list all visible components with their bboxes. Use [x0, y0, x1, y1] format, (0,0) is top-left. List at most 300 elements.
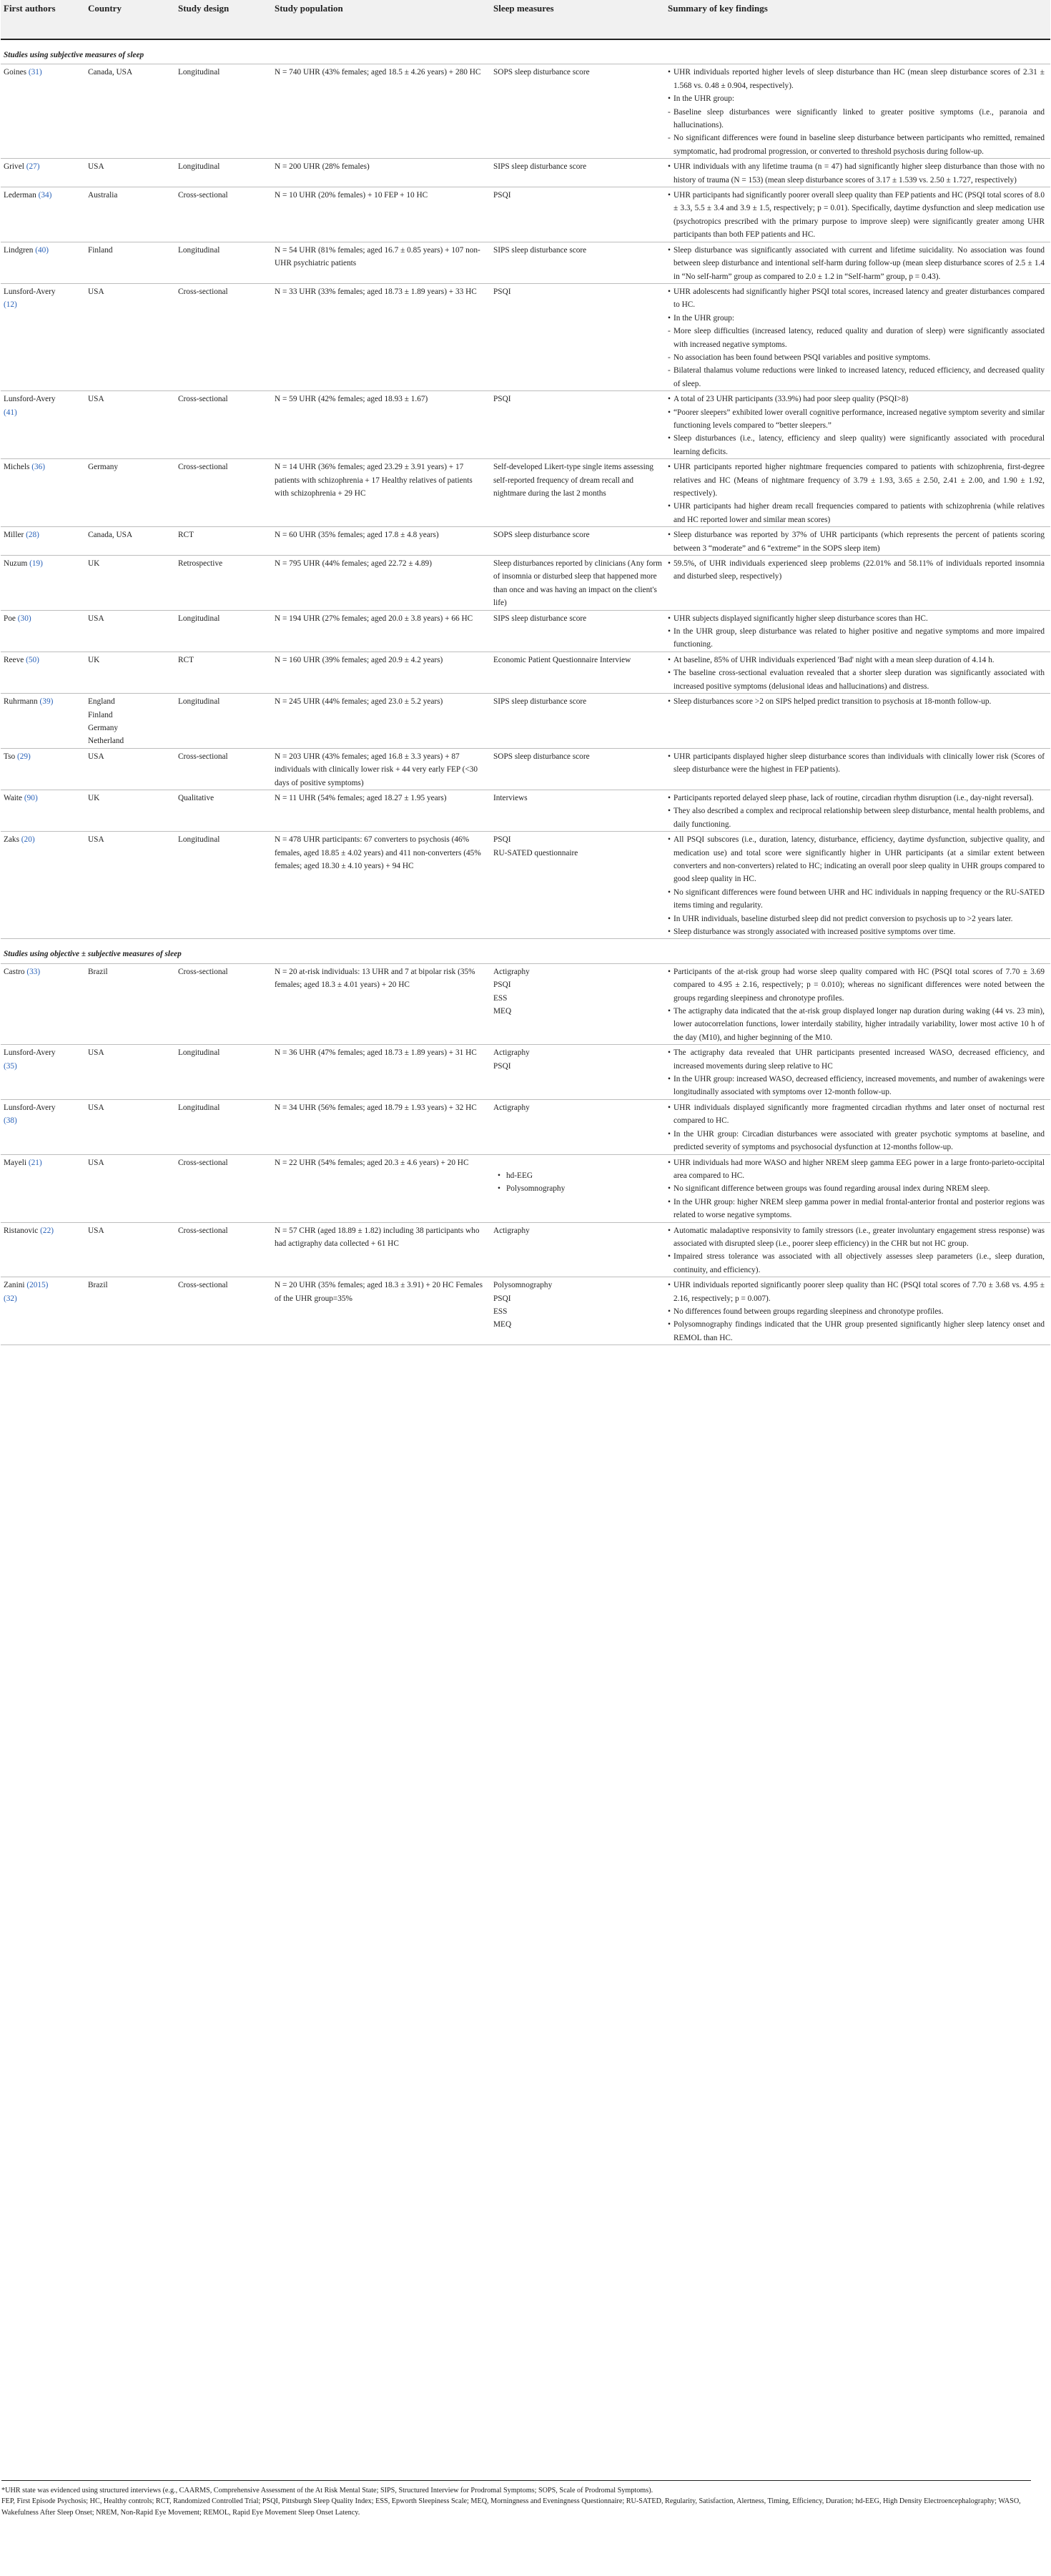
first-author-line: [4, 612, 82, 625]
country-cell: [85, 283, 175, 390]
reference-link[interactable]: (27): [26, 162, 40, 172]
key-findings-cell: [665, 610, 1050, 652]
country-cell: [85, 963, 175, 1044]
first-author-cell: [1, 694, 85, 749]
finding-bullet: • Sleep disturbances (i.e., latency, efficiency and sleep quality) were significantly associated with procedural learning deficits.: [668, 432, 1045, 458]
table-row: [1, 556, 1050, 611]
sleep-measures-cell: [490, 527, 665, 556]
table-footnotes: [1, 2480, 1031, 2518]
key-findings-cell: [665, 1099, 1050, 1154]
first-author-line: [4, 1114, 82, 1127]
sleep-measure: MEQ: [493, 1007, 512, 1016]
first-author-line: [4, 557, 82, 570]
first-author-cell: [1, 64, 85, 159]
section-title: Studies using subjective measures of sleep: [1, 39, 1050, 64]
author-name: Tso: [4, 752, 17, 761]
study-design-cell: Cross-sectional: [175, 963, 272, 1044]
table-row: [1, 64, 1050, 159]
study-population-cell: N = 194 UHR (27% females; aged 20.0 ± 3.8 years) + 66 HC: [272, 610, 490, 652]
key-findings-cell: [665, 159, 1050, 187]
country-line: Canada, USA: [88, 531, 133, 540]
first-author-cell: [1, 1045, 85, 1100]
study-population-cell: N = 200 UHR (28% females): [272, 159, 490, 187]
first-author-line: [4, 965, 82, 978]
finding-subitem: - No significant differences were found in baseline sleep disturbance between participants who remitted, remained symptomatic, had prodromal progression, or converted to threshold psychosis during follow-up.: [668, 132, 1045, 158]
key-findings-cell: [665, 1154, 1050, 1222]
reference-link[interactable]: (90): [24, 793, 38, 802]
key-findings-cell: [665, 1222, 1050, 1277]
finding-bullet: • In UHR individuals, baseline disturbed sleep did not predict conversion to psychosis up to >2 years later.: [668, 913, 1045, 925]
sleep-measures-cell: [490, 790, 665, 831]
table-row: [1, 283, 1050, 390]
first-author-line: [4, 833, 82, 846]
study-design-cell: Cross-sectional: [175, 459, 272, 527]
country-line: Finland: [88, 710, 113, 719]
study-design-cell: Cross-sectional: [175, 187, 272, 242]
finding-bullet: • All PSQI subscores (i.e., duration, latency, disturbance, efficiency, daytime dysfunction, subjective quality, and medication use) and total score were significantly higher in UHR participants (at a similar extent between converters and non-converters) related to HC; indicating an overall poor sleep quality in UHR groups compared to good sleep quality in HC.: [668, 833, 1045, 886]
finding-bullet: • Automatic maladaptive responsivity to family stressors (i.e., greater involuntary engagement stress response) was associated with disrupted sleep (i.e., poorer sleep efficiency) in the CHR but not HC group.: [668, 1224, 1045, 1251]
sleep-measure-bullet: • Polysomnography: [493, 1182, 662, 1195]
reference-link[interactable]: (33): [26, 967, 41, 976]
country-line: Germany: [88, 463, 119, 472]
country-cell: [85, 556, 175, 611]
finding-bullet: • UHR individuals reported higher levels of sleep disturbance than HC (mean sleep disturbance scores of 2.31 ± 1.568 vs. 0.48 ± 0.904, respectively).: [668, 66, 1045, 92]
header-summary-findings: Summary of key findings: [665, 0, 1050, 39]
reference-link[interactable]: (20): [21, 835, 35, 845]
sleep-measure: Actigraphy: [493, 1048, 530, 1058]
table-row: [1, 1277, 1050, 1345]
table-body: [1, 39, 1050, 1345]
country-cell: [85, 832, 175, 939]
key-findings-cell: [665, 527, 1050, 556]
finding-bullet: • They also described a complex and reciprocal relationship between sleep disturbance, mental health problems, and daily functioning.: [668, 805, 1045, 831]
reference-link[interactable]: (38): [4, 1116, 17, 1126]
first-author-cell: [1, 159, 85, 187]
first-author-line: [4, 695, 82, 708]
key-findings-cell: [665, 832, 1050, 939]
author-name: Ristanovic: [4, 1226, 41, 1235]
table-row: [1, 832, 1050, 939]
sleep-measure: PSQI: [493, 980, 511, 990]
study-design-cell: Longitudinal: [175, 832, 272, 939]
table-row: [1, 1222, 1050, 1277]
country-line: Finland: [88, 245, 113, 255]
first-author-cell: [1, 187, 85, 242]
country-line: USA: [88, 1048, 104, 1058]
country-line: UK: [88, 655, 100, 664]
finding-bullet: • UHR individuals displayed significantly more fragmented circadian rhythms and later onset of nocturnal rest compared to HC.: [668, 1101, 1045, 1128]
key-findings-cell: [665, 459, 1050, 527]
finding-bullet: • Sleep disturbance was significantly associated with current and lifetime suicidality. No association was found between sleep disturbance and intentional self-harm during follow-up (mean sleep disturbance scores of 2.5 ± 1.4 in “No self-harm” group as compared to 2.0 ± 1.2 in “Self-harm” group, p = 0.43).: [668, 244, 1045, 283]
sleep-measure: PSQI: [493, 287, 511, 296]
first-author-line: [4, 160, 82, 173]
study-population-cell: N = 14 UHR (36% females; aged 23.29 ± 3.91 years) + 17 patients with schizophrenia + 17 Healthy relatives of patients with schizophrenia + 29 HC: [272, 459, 490, 527]
reference-link[interactable]: (30): [17, 614, 31, 623]
section-row: [1, 939, 1050, 963]
study-population-cell: N = 478 UHR participants: 67 converters to psychosis (46% females, aged 18.85 ± 4.02 years) and 411 non-converters (45% females; aged 18.30 ± 4.10 years) + 94 HC: [272, 832, 490, 939]
country-cell: [85, 1154, 175, 1222]
country-cell: [85, 64, 175, 159]
finding-bullet: • No significant difference between groups was found regarding arousal index during NREM sleep.: [668, 1182, 1045, 1195]
finding-bullet: • UHR subjects displayed significantly higher sleep disturbance scores than HC.: [668, 612, 1045, 625]
sleep-measure: PSQI: [493, 395, 511, 404]
finding-bullet: • The baseline cross-sectional evaluation revealed that a shorter sleep duration was significantly associated with increased positive symptoms (delusional ideas and hallucinations) and distress.: [668, 667, 1045, 693]
first-author-cell: [1, 283, 85, 390]
sleep-measures-cell: [490, 610, 665, 652]
reference-link[interactable]: (50): [26, 655, 39, 664]
study-population-cell: N = 22 UHR (54% females; aged 20.3 ± 4.6 years) + 20 HC: [272, 1154, 490, 1222]
finding-bullet: • Sleep disturbance was reported by 37% of UHR participants (which represents the percent of patients scoring between 3 “moderate” and 6 “extreme” in the SOPS sleep item): [668, 529, 1045, 555]
study-design-cell: Longitudinal: [175, 159, 272, 187]
study-design-cell: Cross-sectional: [175, 283, 272, 390]
study-population-cell: N = 20 UHR (35% females; aged 18.3 ± 3.91) + 20 HC Females of the UHR group=35%: [272, 1277, 490, 1345]
country-line: England: [88, 697, 115, 707]
reference-link[interactable]: (34): [38, 191, 52, 200]
country-cell: [85, 459, 175, 527]
sleep-measures-cell: [490, 159, 665, 187]
country-cell: [85, 790, 175, 831]
table-row: [1, 1099, 1050, 1154]
first-author-cell: [1, 963, 85, 1044]
country-line: Canada, USA: [88, 68, 133, 77]
finding-bullet: • No significant differences were found between UHR and HC individuals in napping frequency or the RU-SATED items timing and regularity.: [668, 886, 1045, 913]
sleep-measure: RU-SATED questionnaire: [493, 848, 578, 857]
author-name: Lederman: [4, 191, 39, 200]
first-author-cell: [1, 556, 85, 611]
first-author-cell: [1, 1154, 85, 1222]
author-name: Nuzum: [4, 559, 30, 569]
reference-link[interactable]: (12): [4, 300, 17, 310]
finding-bullet: • No differences found between groups regarding sleepiness and chronotype profiles.: [668, 1305, 1045, 1318]
country-cell: [85, 187, 175, 242]
study-population-cell: N = 245 UHR (44% females; aged 23.0 ± 5.2 years): [272, 694, 490, 749]
reference-link[interactable]: (21): [28, 1158, 42, 1167]
country-cell: [85, 748, 175, 790]
sleep-measure: Polysomnography: [493, 1281, 553, 1290]
sleep-measure: ESS: [493, 993, 508, 1003]
sleep-measure: Actigraphy: [493, 967, 530, 976]
first-author-line: [4, 461, 82, 473]
finding-bullet: • In the UHR group: increased WASO, decreased efficiency, increased movements, and number of awakenings were longitudinally associated with symptoms over 12-month follow-up.: [668, 1073, 1045, 1099]
sleep-measure: PSQI: [493, 835, 511, 845]
country-cell: [85, 242, 175, 283]
author-name: Grivel: [4, 162, 26, 172]
finding-bullet: • Sleep disturbances score >2 on SIPS helped predict transition to psychosis at 18-month follow-up.: [668, 695, 1045, 708]
author-name: Michels: [4, 463, 32, 472]
author-name: Goines: [4, 68, 29, 77]
study-design-cell: Longitudinal: [175, 1045, 272, 1100]
table-row: [1, 1045, 1050, 1100]
sleep-measures-cell: [490, 1222, 665, 1277]
country-cell: [85, 694, 175, 749]
reference-link[interactable]: (28): [26, 531, 39, 540]
country-cell: [85, 159, 175, 187]
finding-bullet: • A total of 23 UHR participants (33.9%) had poor sleep quality (PSQI>8): [668, 393, 1045, 405]
first-author-line: [4, 1292, 82, 1305]
sleep-measures-cell: [490, 556, 665, 611]
study-population-cell: N = 11 UHR (54% females; aged 18.27 ± 1.95 years): [272, 790, 490, 831]
finding-bullet: • In the UHR group:: [668, 92, 1045, 105]
finding-subitem: - No association has been found between PSQI variables and positive symptoms.: [668, 351, 1045, 364]
author-name: Castro: [4, 967, 27, 976]
sleep-measure: PSQI: [493, 1061, 511, 1071]
table-row: [1, 1154, 1050, 1222]
first-author-line: Lunsford-Avery: [4, 1103, 56, 1112]
sleep-measure: SIPS sleep disturbance score: [493, 162, 587, 172]
finding-bullet: • The actigraphy data indicated that the at-risk group displayed longer nap duration during waking (44 vs. 23 min), lower autocorrelation functions, lower interdaily stability, higher intradaily variability, lower most active 10 h of the day (M10), and higher beginning of the M10.: [668, 1005, 1045, 1044]
table-row: [1, 527, 1050, 556]
study-population-cell: N = 57 CHR (aged 18.89 ± 1.82) including 38 participants who had actigraphy data collected + 61 HC: [272, 1222, 490, 1277]
sleep-measure: SIPS sleep disturbance score: [493, 614, 587, 623]
first-author-line: Lunsford-Avery: [4, 1048, 56, 1058]
first-author-line: [4, 1156, 82, 1169]
footnote-uhr: *UHR state was evidenced using structured interviews (e.g., CAARMS, Comprehensive Assessment of the At Risk Mental State; SIPS, Structured Interview for Prodromal Symptoms; SOPS, Scale of Prodromal Symptoms).: [1, 2487, 653, 2494]
sleep-measures-cell: [490, 283, 665, 390]
country-line: Brazil: [88, 967, 108, 976]
study-population-cell: N = 10 UHR (20% females) + 10 FEP + 10 HC: [272, 187, 490, 242]
key-findings-cell: [665, 187, 1050, 242]
reference-link[interactable]: (22): [40, 1226, 54, 1235]
first-author-cell: [1, 527, 85, 556]
finding-bullet: • Polysomnography findings indicated that the UHR group presented significantly higher sleep latency onset and REMOL than HC.: [668, 1318, 1045, 1344]
country-cell: [85, 1045, 175, 1100]
country-line: USA: [88, 287, 104, 296]
study-population-cell: N = 203 UHR (43% females; aged 16.8 ± 3.3 years) + 87 individuals with clinically lower risk + 44 very early FEP (<30 days of positive symptoms): [272, 748, 490, 790]
country-line: USA: [88, 614, 104, 623]
author-name: Lindgren: [4, 245, 36, 255]
country-line: USA: [88, 1103, 104, 1112]
finding-bullet: • Participants reported delayed sleep phase, lack of routine, circadian rhythm disruption (i.e., day-night reversal).: [668, 792, 1045, 805]
country-line: UK: [88, 793, 100, 802]
header-first-authors: First authors: [1, 0, 85, 39]
sleep-measures-cell: [490, 832, 665, 939]
sleep-measure: Actigraphy: [493, 1226, 530, 1235]
finding-bullet: • UHR individuals had more WASO and higher NREM sleep gamma EEG power in a large fronto-parieto-occipital area compared to HC.: [668, 1156, 1045, 1183]
first-author-cell: [1, 1222, 85, 1277]
finding-bullet: • Participants of the at-risk group had worse sleep quality compared with HC (PSQI total scores of 7.70 ± 3.69 compared to 4.95 ± 2.16, respectively; p = 0.010); whereas no significant differences were noted between the groups regarding sleepiness and chronotype profiles.: [668, 965, 1045, 1005]
study-population-cell: N = 160 UHR (39% females; aged 20.9 ± 4.2 years): [272, 652, 490, 693]
reference-link[interactable]: (32): [4, 1294, 17, 1303]
first-author-cell: [1, 790, 85, 831]
first-author-cell: [1, 242, 85, 283]
reference-link[interactable]: (31): [28, 68, 42, 77]
study-design-cell: Qualitative: [175, 790, 272, 831]
sleep-measures-cell: [490, 391, 665, 459]
header-study-population: Study population: [272, 0, 490, 39]
country-line: Germany: [88, 723, 119, 732]
reference-link[interactable]: (19): [29, 559, 43, 569]
country-line: USA: [88, 752, 104, 761]
finding-bullet: • Sleep disturbance was strongly associated with increased positive symptoms over time.: [668, 925, 1045, 938]
country-cell: [85, 527, 175, 556]
study-population-cell: N = 795 UHR (44% females; aged 22.72 ± 4.89): [272, 556, 490, 611]
table-row: [1, 963, 1050, 1044]
reference-link[interactable]: (36): [31, 463, 46, 472]
study-population-cell: N = 34 UHR (56% females; aged 18.79 ± 1.93 years) + 32 HC: [272, 1099, 490, 1154]
study-population-cell: N = 740 UHR (43% females; aged 18.5 ± 4.26 years) + 280 HC: [272, 64, 490, 159]
study-design-cell: RCT: [175, 527, 272, 556]
key-findings-cell: [665, 556, 1050, 611]
country-cell: [85, 1099, 175, 1154]
study-design-cell: Longitudinal: [175, 610, 272, 652]
table-row: [1, 748, 1050, 790]
table-header-row: [1, 0, 1050, 39]
author-name: Ruhrmann: [4, 697, 40, 707]
header-study-design: Study design: [175, 0, 272, 39]
reference-link[interactable]: (40): [35, 245, 49, 255]
sleep-measures-cell: [490, 1277, 665, 1345]
sleep-measures-cell: [490, 459, 665, 527]
sleep-measure: Actigraphy: [493, 1103, 530, 1112]
study-population-cell: N = 33 UHR (33% females; aged 18.73 ± 1.89 years) + 33 HC: [272, 283, 490, 390]
finding-subitem: - Baseline sleep disturbances were significantly linked to greater positive symptoms (i.e., paranoia and hallucinations).: [668, 106, 1045, 132]
author-name: Zanini: [4, 1281, 27, 1290]
first-author-line: [4, 406, 82, 419]
country-cell: [85, 1277, 175, 1345]
key-findings-cell: [665, 694, 1050, 749]
first-author-line: [4, 1224, 82, 1237]
finding-bullet: • UHR participants displayed higher sleep disturbance scores than individuals with clinically lower risk (Scores of sleep disturbance were the highest in FEP patients).: [668, 750, 1045, 777]
finding-bullet: • At baseline, 85% of UHR individuals experienced 'Bad' night with a mean sleep duration of 4.14 h.: [668, 654, 1045, 667]
finding-bullet: • The actigraphy data revealed that UHR participants presented increased WASO, decreased efficiency, and increased movements during sleep relative to HC: [668, 1046, 1045, 1073]
table-row: [1, 652, 1050, 693]
country-cell: [85, 1222, 175, 1277]
country-line: UK: [88, 559, 100, 569]
study-design-cell: Cross-sectional: [175, 1154, 272, 1222]
sleep-measure: PSQI: [493, 1294, 511, 1303]
first-author-line: [4, 66, 82, 79]
author-name: Waite: [4, 793, 24, 802]
first-author-line: [4, 750, 82, 763]
reference-link[interactable]: (35): [4, 1061, 17, 1071]
table-row: [1, 242, 1050, 283]
finding-bullet: • UHR participants had significantly poorer overall sleep quality than FEP patients and HC (PSQI total scores of 8.0 ± 3.3, 5.5 ± 3.4 and 3.9 ± 1.5, respectively; p = 0.01). Specifically, daytime dysfunction and sleep medication use (psychotropics prescribed with the primary purpose to improve sleep) were significantly greater among UHR participants than both FEP patients and HC.: [668, 189, 1045, 242]
finding-bullet: • “Poorer sleepers” exhibited lower overall cognitive performance, increased negative symptom severity and similar functioning levels compared to “better sleepers.”: [668, 406, 1045, 433]
key-findings-cell: [665, 790, 1050, 831]
sleep-measures-cell: [490, 1045, 665, 1100]
key-findings-cell: [665, 652, 1050, 693]
sleep-measures-cell: [490, 694, 665, 749]
sleep-measure: SIPS sleep disturbance score: [493, 245, 587, 255]
first-author-cell: [1, 652, 85, 693]
key-findings-cell: [665, 64, 1050, 159]
table-header: [1, 0, 1050, 39]
sleep-measure: SOPS sleep disturbance score: [493, 68, 590, 77]
section-row: [1, 39, 1050, 64]
author-name: Mayeli: [4, 1158, 29, 1167]
key-findings-cell: [665, 391, 1050, 459]
header-sleep-measures: Sleep measures: [490, 0, 665, 39]
sleep-measure: PSQI: [493, 191, 511, 200]
first-author-cell: [1, 459, 85, 527]
reference-link[interactable]: (29): [16, 752, 31, 761]
country-cell: [85, 610, 175, 652]
study-design-cell: Cross-sectional: [175, 1277, 272, 1345]
study-population-cell: N = 59 UHR (42% females; aged 18.93 ± 1.67): [272, 391, 490, 459]
key-findings-cell: [665, 242, 1050, 283]
first-author-line: [4, 298, 82, 311]
first-author-line: Lunsford-Avery: [4, 287, 56, 296]
key-findings-cell: [665, 283, 1050, 390]
finding-bullet: • UHR adolescents had significantly higher PSQI total scores, increased latency and greater disturbances compared to HC.: [668, 285, 1045, 312]
finding-bullet: • UHR participants had higher dream recall frequencies compared to patients with schizophrenia (while relatives and HC reported lower and similar mean scores): [668, 500, 1045, 526]
first-author-line: Lunsford-Avery: [4, 395, 56, 404]
table-row: [1, 790, 1050, 831]
author-name: Zaks: [4, 835, 21, 845]
country-cell: [85, 391, 175, 459]
study-design-cell: Longitudinal: [175, 242, 272, 283]
study-design-cell: Cross-sectional: [175, 748, 272, 790]
first-author-line: [4, 1060, 82, 1073]
country-line: Australia: [88, 191, 118, 200]
sleep-measures-cell: [490, 187, 665, 242]
sleep-measures-cell: [490, 652, 665, 693]
header-country: Country: [85, 0, 175, 39]
sleep-measure: MEQ: [493, 1320, 512, 1329]
first-author-line: [4, 792, 82, 805]
study-design-cell: Longitudinal: [175, 64, 272, 159]
reference-link[interactable]: (39): [39, 697, 54, 707]
finding-subitem: - More sleep difficulties (increased latency, reduced quality and duration of sleep) were significantly associated with increased negative symptoms.: [668, 325, 1045, 351]
author-name: Reeve: [4, 655, 26, 664]
key-findings-cell: [665, 1045, 1050, 1100]
country-line: USA: [88, 395, 104, 404]
study-design-cell: Longitudinal: [175, 694, 272, 749]
table-row: [1, 694, 1050, 749]
finding-bullet: • In the UHR group: Circadian disturbances were associated with greater psychotic symptoms at baseline, and predicted severity of symptoms and psychosocial dysfunction at 12-months follow-up.: [668, 1128, 1045, 1154]
footnote-abbreviations: FEP, First Episode Psychosis; HC, Healthy controls; RCT, Randomized Controlled Trial; PSQI, Pittsburgh Sleep Quality Index; ESS, Epworth Sleepiness Scale; MEQ, Morningness and Eveningness Questionnaire; RU-SATED, Regularity, Satisfaction, Alertness, Timing, Efficiency, Duration; hd-EEG, High Density Electroencephalography; WASO, Wakefulness After Sleep Onset; NREM, Non-Rapid Eye Movement; REMOL, Rapid Eye Movement Sleep Onset Latency.: [1, 2497, 1021, 2517]
study-population-cell: N = 54 UHR (81% females; aged 16.7 ± 0.85 years) + 107 non-UHR psychiatric patients: [272, 242, 490, 283]
reference-link[interactable]: (2015): [26, 1281, 49, 1290]
country-line: USA: [88, 162, 104, 172]
sleep-measures-cell: [490, 963, 665, 1044]
finding-bullet: • Impaired stress tolerance was associated with all objectively assesses sleep parameters (i.e., sleep duration, continuity, and efficiency).: [668, 1250, 1045, 1277]
table-row: [1, 391, 1050, 459]
first-author-cell: [1, 391, 85, 459]
studies-table: [1, 0, 1050, 1345]
sleep-measure: SIPS sleep disturbance score: [493, 697, 587, 707]
study-design-cell: Longitudinal: [175, 1099, 272, 1154]
sleep-measure: Sleep disturbances reported by clinicians (Any form of insomnia or disturbed sleep that happened more than once and was having an impact on the client's life): [493, 559, 662, 608]
sleep-measure: SOPS sleep disturbance score: [493, 531, 590, 540]
study-population-cell: N = 60 UHR (35% females; aged 17.8 ± 4.8 years): [272, 527, 490, 556]
sleep-measures-cell: [490, 242, 665, 283]
country-cell: [85, 652, 175, 693]
country-line: USA: [88, 835, 104, 845]
study-design-cell: RCT: [175, 652, 272, 693]
sleep-measure: ESS: [493, 1307, 508, 1316]
sleep-measure-bullet: • hd-EEG: [493, 1169, 662, 1182]
table-row: [1, 187, 1050, 242]
first-author-cell: [1, 832, 85, 939]
author-name: Miller: [4, 531, 26, 540]
reference-link[interactable]: (41): [4, 408, 17, 417]
study-design-cell: Retrospective: [175, 556, 272, 611]
country-line: Brazil: [88, 1281, 108, 1290]
table-row: [1, 610, 1050, 652]
sleep-measure: Interviews: [493, 793, 528, 802]
finding-subitem: - Bilateral thalamus volume reductions were linked to increased latency, reduced efficiency, and decreased quality of sleep.: [668, 364, 1045, 390]
table-row: [1, 159, 1050, 187]
first-author-line: [4, 189, 82, 202]
key-findings-cell: [665, 748, 1050, 790]
study-population-cell: N = 20 at-risk individuals: 13 UHR and 7 at bipolar risk (35% females; aged 18.3 ± 4.01 years) + 20 HC: [272, 963, 490, 1044]
sleep-measure: Economic Patient Questionnaire Interview: [493, 655, 631, 664]
first-author-line: [4, 654, 82, 667]
author-name: Poe: [4, 614, 18, 623]
sleep-measure: SOPS sleep disturbance score: [493, 752, 590, 761]
country-line: USA: [88, 1226, 104, 1235]
